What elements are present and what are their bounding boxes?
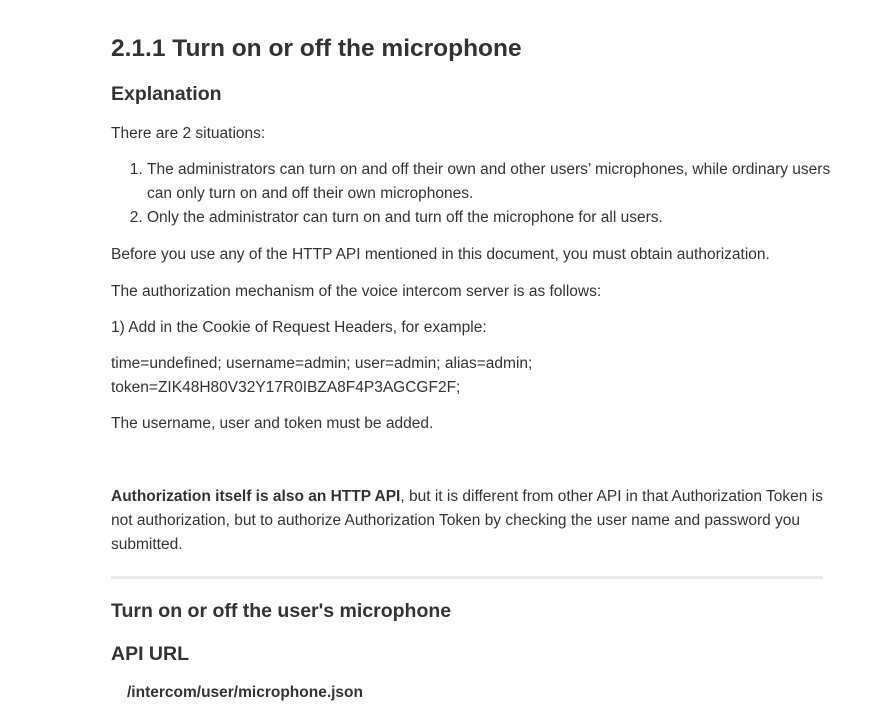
cookie-example-line: time=undefined; username=admin; user=admin; alias=admin; [111, 355, 533, 372]
auth-required-text: Before you use any of the HTTP API mentioned in this document, you must obtain authorization. [111, 246, 770, 263]
cookie-intro-text: 1) Add in the Cookie of Request Headers, for example: [111, 319, 487, 336]
authorization-note [111, 485, 823, 557]
api-url-endpoint: /intercom/user/microphone.json [127, 684, 363, 701]
explanation-heading: Explanation [111, 83, 222, 105]
authorization-note-bold: Authorization itself is also an HTTP API [111, 488, 401, 505]
list-item: 2. Only the administrator can turn on and turn off the microphone for all users. [147, 206, 859, 230]
api-url-heading: API URL [111, 643, 189, 665]
situations-intro: There are 2 situations: [111, 125, 266, 142]
cookie-example [111, 352, 823, 400]
user-microphone-heading: Turn on or off the user's microphone [111, 600, 452, 622]
situations-list [111, 158, 859, 230]
list-item: 1. The administrators can turn on and off their own and other users’ microphones, while ordinary users can only turn on and off their own microphones. [147, 158, 859, 206]
auth-mechanism-text: The authorization mechanism of the voice intercom server is as follows: [111, 283, 602, 300]
cookie-example-line: token=ZIK48H80V32Y17R0IBZA8F4P3AGCGF2F; [111, 379, 461, 396]
page-title: 2.1.1 Turn on or off the microphone [111, 35, 522, 62]
required-fields-note: The username, user and token must be added. [111, 415, 434, 432]
section-divider [111, 576, 823, 579]
authorization-note-text: , but it is different from other API in that Authorization Token is not authorization, but to authorize Authorization Token by checking the user name and password you submitted. [111, 488, 823, 553]
